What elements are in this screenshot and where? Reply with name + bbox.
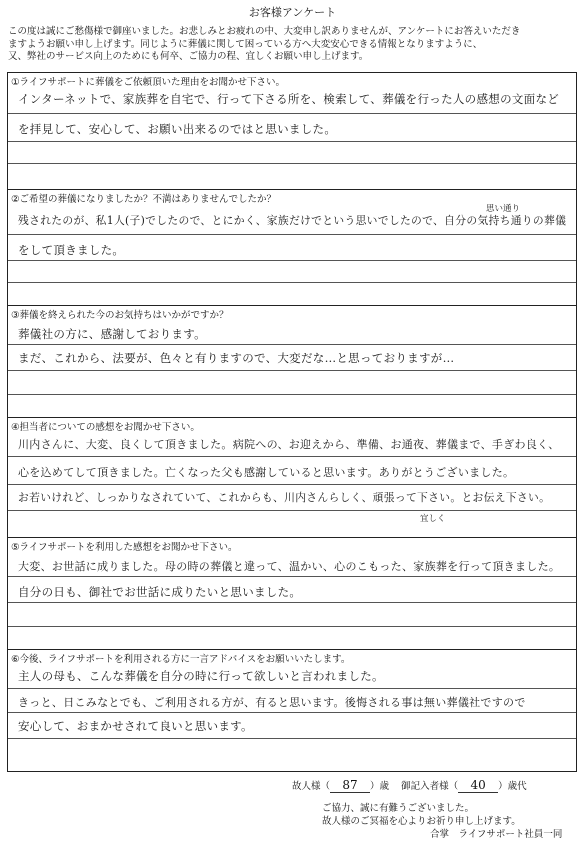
page-title: お客様アンケート (248, 6, 337, 19)
answer-line: 安心して、おまかせされて良いと思います。 (18, 719, 253, 733)
question-2: ②ご希望の葬儀になりましたか？不満はありませんでしたか？ (11, 194, 277, 205)
answer-line: 残されたのが、私1人(子)でしたので、とにかく、家族だけでという思いでしたので、自分の気持ち通りの葬儀 (18, 214, 567, 227)
ruled-line (8, 282, 576, 283)
thanks-line: ご協力、誠に有難うございました。 (322, 803, 475, 814)
ruled-line (8, 113, 576, 114)
intro-line: ますようお願い申し上げます。同じように葬儀に関して困っている方へ大変安心できる情報となりますように、 (8, 38, 483, 50)
ruled-line (8, 510, 576, 511)
answer-line: きっと、日こみなとでも、ご利用される方が、有ると思います。後悔される事は無い葬儀社ですので (18, 696, 526, 709)
ruled-line (8, 370, 576, 371)
answer-line: 大変、お世話に成りました。母の時の葬儀と違って、温かい、心のこもった、家族葬を行って頂きました。 (18, 560, 561, 573)
margin-note: 宜しく (420, 514, 446, 524)
writer-age-value: 40 (458, 778, 498, 793)
section-staff (8, 417, 576, 538)
survey-form (7, 72, 577, 772)
ruled-line (8, 688, 576, 689)
answer-line: 葬儀社の方に、感謝しております。 (18, 327, 206, 341)
ruled-line (8, 234, 576, 235)
section-advice (8, 649, 576, 773)
thanks-line: 故人様のご冥福を心よりお祈り申し上げます。 (322, 816, 521, 827)
answer-line: 川内さんに、大変、良くして頂きました。病院への、お迎えから、準備、お通夜、葬儀まで、手ぎわ良く、 (18, 438, 560, 451)
writer-age-suffix: ）歳代 (498, 781, 527, 792)
ruled-line (8, 626, 576, 627)
ruled-line (8, 484, 576, 485)
intro-text (8, 26, 580, 64)
intro-line: 又、弊社のサービス向上のためにも何卒、ご協力の程、宜しくお願い申し上げます。 (8, 51, 369, 62)
ruled-line (8, 163, 576, 164)
section-experience (8, 537, 576, 650)
ruled-line (8, 141, 576, 142)
answer-line: お若いけれど、しっかりなされていて、これからも、川内さんらしく、頑張って下さい。とお伝え下さい。 (18, 491, 551, 504)
deceased-age-suffix: ）歳 (370, 781, 390, 792)
ruled-line (8, 456, 576, 457)
ruled-line (8, 602, 576, 603)
deceased-age-label: 故人様（ (292, 781, 331, 792)
writer-age-label: 御記入者様（ (401, 781, 459, 792)
question-3: ③葬儀を終えられた今のお気持ちはいかがですか？ (11, 310, 229, 321)
ruled-line (8, 576, 576, 577)
answer-line: 主人の母も、こんな葬儀を自分の時に行って欲しいと言われました。 (18, 669, 384, 683)
question-5: ⑤ライフサポートを利用した感想をお聞かせ下さい。 (11, 542, 238, 553)
intro-line: この度は誠にご愁傷様で御座いました。お悲しみとお疲れの中、大変申し訳ありませんが、アンケートにお答えいただき (8, 26, 521, 37)
deceased-age-value: 87 (330, 778, 370, 793)
answer-line: まだ、これから、法要が、色々と有りますので、大変だな…と思っておりますが… (18, 351, 455, 365)
section-reason (8, 73, 576, 189)
ruled-line (8, 344, 576, 345)
answer-line: 心を込めてして頂きました。亡くなった父も感謝していると思います。ありがとうございました。 (18, 466, 515, 479)
ruled-line (8, 260, 576, 261)
ruled-line (8, 394, 576, 395)
answer-line: を拝見して、安心して、お願い出来るのではと思いました。 (18, 122, 337, 136)
question-4: ④担当者についての感想をお聞かせ下さい。 (11, 422, 200, 433)
question-1: ①ライフサポートに葬儀をご依頼頂いた理由をお聞かせ下さい。 (11, 77, 285, 88)
answer-line: インターネットで、家族葬を自宅で、行って下さる所を、検索して、葬儀を行った人の感想の文面など (18, 92, 560, 106)
answer-line: 自分の日も、御社でお世話に成りたいと思いました。 (18, 585, 302, 599)
answer-line: をして頂きました。 (18, 243, 125, 257)
age-fields (292, 778, 527, 793)
question-6: ⑥今後、ライフサポートを利用される方に一言アドバイスをお願いいたします。 (11, 654, 351, 665)
signature-line: 合掌 ライフサポート社員一同 (430, 829, 563, 840)
ruled-line (8, 738, 576, 739)
section-feelings (8, 305, 576, 418)
margin-note: 思い通り (486, 204, 521, 214)
ruled-line (8, 712, 576, 713)
section-satisfaction (8, 189, 576, 306)
